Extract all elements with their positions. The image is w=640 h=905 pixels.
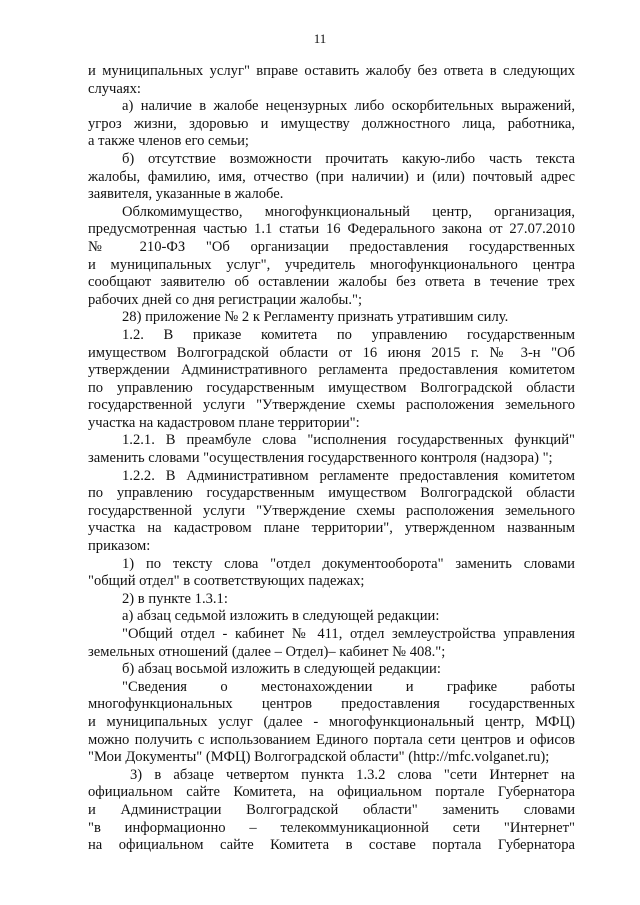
text-line: б) отсутствие возможности прочитать какую-либо часть текста bbox=[122, 150, 575, 167]
text-line: "Общий отдел - кабинет № 411, отдел землеустройства управления bbox=[122, 626, 575, 642]
text-line: участка на кадастровом плане территории", утвержденном названным bbox=[88, 520, 575, 537]
text-line: 3) в абзаце четвертом пункта 1.3.2 слова "сети Интернет на bbox=[130, 766, 575, 783]
text-line: а также членов его семьи; bbox=[88, 133, 249, 150]
text-line: "Мои Документы" (МФЦ) Волгоградской области" (http://mfc.volganet.ru); bbox=[88, 749, 550, 766]
text-line: утверждении Административного регламента предоставления комитетом bbox=[88, 362, 575, 379]
text-line: рабочих дней со дня регистрации жалобы."; bbox=[88, 291, 363, 308]
text-line: по управлению государственным имуществом Волгоградской области bbox=[88, 379, 575, 396]
text-line: заменить словами "осуществления государственного контроля (надзора) "; bbox=[88, 450, 553, 467]
text-line: б) абзац восьмой изложить в следующей редакции: bbox=[122, 661, 441, 678]
text-line: "в информационно – телекоммуникационной сети "Интернет" bbox=[88, 819, 575, 836]
text-line: и муниципальных услуг" вправе оставить жалобу без ответа в следующих bbox=[88, 63, 575, 79]
text-line: "Сведения о местонахождении и графике работы bbox=[122, 678, 575, 695]
text-line: жалобы, фамилию, имя, отчество (при наличии) и (или) почтовый адрес bbox=[88, 168, 575, 185]
text-line: 1.2.2. В Административном регламенте предоставления комитетом bbox=[122, 467, 575, 484]
text-line: сообщают заявителю об оставлении жалобы без ответа в течение трех bbox=[88, 274, 575, 291]
text-line: и муниципальных услуг (далее - многофункциональный центр, МФЦ) bbox=[88, 713, 575, 730]
document-body bbox=[88, 63, 575, 855]
text-line: а) наличие в жалобе нецензурных либо оскорбительных выражений, bbox=[122, 98, 575, 115]
text-line: угроз жизни, здоровью и имуществу должностного лица, работника, bbox=[88, 115, 575, 132]
text-line: 1) по тексту слова "отдел документооборота" заменить словами bbox=[122, 555, 575, 572]
text-line: приказом: bbox=[88, 538, 151, 555]
text-line: 28) приложение № 2 к Регламенту признать утратившим силу. bbox=[122, 309, 509, 326]
text-line: официальном сайте Комитета, на официальном портале Губернатора bbox=[88, 784, 575, 801]
page-number: 11 bbox=[313, 31, 327, 46]
text-line: государственной услуги "Утверждение схемы расположения земельного bbox=[88, 502, 575, 519]
text-line: 2) в пункте 1.3.1: bbox=[122, 590, 228, 607]
text-line: случаях: bbox=[88, 80, 141, 97]
text-line: предусмотренная частью 1.1 статьи 16 Федерального закона от 27.07.2010 bbox=[88, 221, 575, 238]
text-line: а) абзац седьмой изложить в следующей редакции: bbox=[122, 608, 440, 625]
text-line: и муниципальных услуг", учредитель многофункционального центра bbox=[88, 256, 575, 273]
text-line: 1.2.1. В преамбуле слова "исполнения государственных функций" bbox=[122, 432, 575, 449]
text-line: земельных отношений (далее – Отдел)– кабинет № 408."; bbox=[88, 643, 446, 660]
text-line: участка на кадастровом плане территории": bbox=[88, 414, 360, 431]
text-line: и Администрации Волгоградской области" заменить словами bbox=[88, 801, 575, 818]
text-line: на официальном сайте Комитета в составе портала Губернатора bbox=[88, 837, 575, 854]
text-line: 1.2. В приказе комитета по управлению государственным bbox=[122, 326, 575, 343]
text-line: "общий отдел" в соответствующих падежах; bbox=[88, 573, 365, 590]
text-line: № 210-ФЗ "Об организации предоставления государственных bbox=[88, 238, 575, 255]
text-line: по управлению государственным имуществом Волгоградской области bbox=[88, 485, 575, 502]
text-line: многофункциональных центров предоставления государственных bbox=[88, 696, 575, 713]
text-line: имуществом Волгоградской области от 16 июня 2015 г. № 3-н "Об bbox=[88, 344, 575, 361]
text-line: Облкомимущество, многофункциональный центр, организация, bbox=[122, 203, 575, 220]
text-line: заявителя, указанные в жалобе. bbox=[88, 186, 284, 203]
text-line: государственной услуги "Утверждение схемы расположения земельного bbox=[88, 397, 575, 414]
text-line: можно получить с использованием Единого портала сети центров и офисов bbox=[88, 731, 575, 748]
